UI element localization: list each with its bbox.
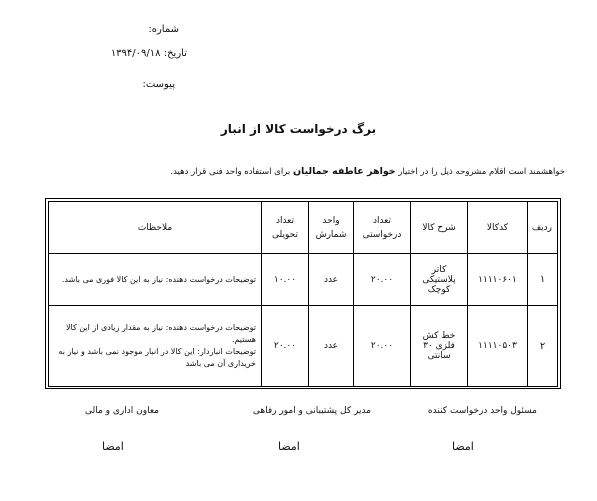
unit: عدد [309, 306, 354, 387]
number-label: شماره: [148, 24, 179, 35]
header-code: کدکالا [468, 202, 528, 254]
date-label: تاریخ: [163, 48, 187, 59]
header-notes: ملاحظات [49, 202, 262, 254]
unit: عدد [309, 254, 354, 306]
qty-requested: ۲۰.۰۰ [354, 254, 411, 306]
header-description: شرح کالا [411, 202, 468, 254]
note-line: توضیحات درخواست دهنده: نیاز به این کالا فوری می باشد. [61, 274, 256, 284]
header-row-number: ردیف [528, 202, 558, 254]
signature-deputy: امضا [102, 440, 124, 453]
intro-after: برای استفاده واحد فنی قرار دهید. [170, 167, 291, 177]
header-qty-delivered: تعداد تحویلی [262, 202, 309, 254]
items-table [48, 201, 558, 387]
intro-person: خواهر عاطفه جمالیان [292, 166, 396, 177]
item-code: ۱۱۱۱۰۵۰۳ [468, 306, 528, 387]
item-description: خط کش فلزی ۳۰ سانتی [411, 306, 468, 387]
table-header-row [49, 202, 558, 254]
signature-support-manager: امضا [278, 440, 300, 453]
row-number: ۲ [528, 306, 558, 387]
qty-requested: ۲۰.۰۰ [354, 306, 411, 387]
notes-cell [49, 254, 262, 306]
signature-title-deputy: معاون اداری و مالی [85, 406, 159, 416]
intro-before: خواهشمند است اقلام مشروحه ذیل را در اختیار [398, 167, 565, 177]
intro-text [170, 166, 565, 177]
item-description: کاتر پلاستیکی کوچک [411, 254, 468, 306]
date-value: ۱۳۹۴/۰۹/۱۸ [110, 48, 161, 59]
notes-cell [49, 306, 262, 387]
signature-requester: امضا [452, 440, 474, 453]
note-line: توضیحات انباردار: این کالا در انبار موجود نمی باشد و نیاز به خریداری آن می باشد [58, 347, 256, 368]
header-qty-requested: تعداد درخواستی [354, 202, 411, 254]
attachment-label: پیوست: [142, 79, 175, 90]
table-row [49, 254, 558, 306]
row-number: ۱ [528, 254, 558, 306]
signature-title-support-manager: مدیر کل پشتیبانی و امور رفاهی [252, 406, 371, 416]
item-code: ۱۱۱۱۰۶۰۱ [468, 254, 528, 306]
signature-title-requester: مسئول واحد درخواست کننده [427, 406, 537, 416]
qty-delivered: ۲۰.۰۰ [262, 306, 309, 387]
table-row [49, 306, 558, 387]
page-title: برگ درخواست کالا از انبار [220, 122, 377, 136]
header-unit: واحد شمارش [309, 202, 354, 254]
note-line: توضیحات درخواست دهنده: نیاز به مقدار زیادی از این کالا هستیم. [65, 323, 256, 344]
date-line [111, 48, 187, 60]
qty-delivered: ۱۰.۰۰ [262, 254, 309, 306]
